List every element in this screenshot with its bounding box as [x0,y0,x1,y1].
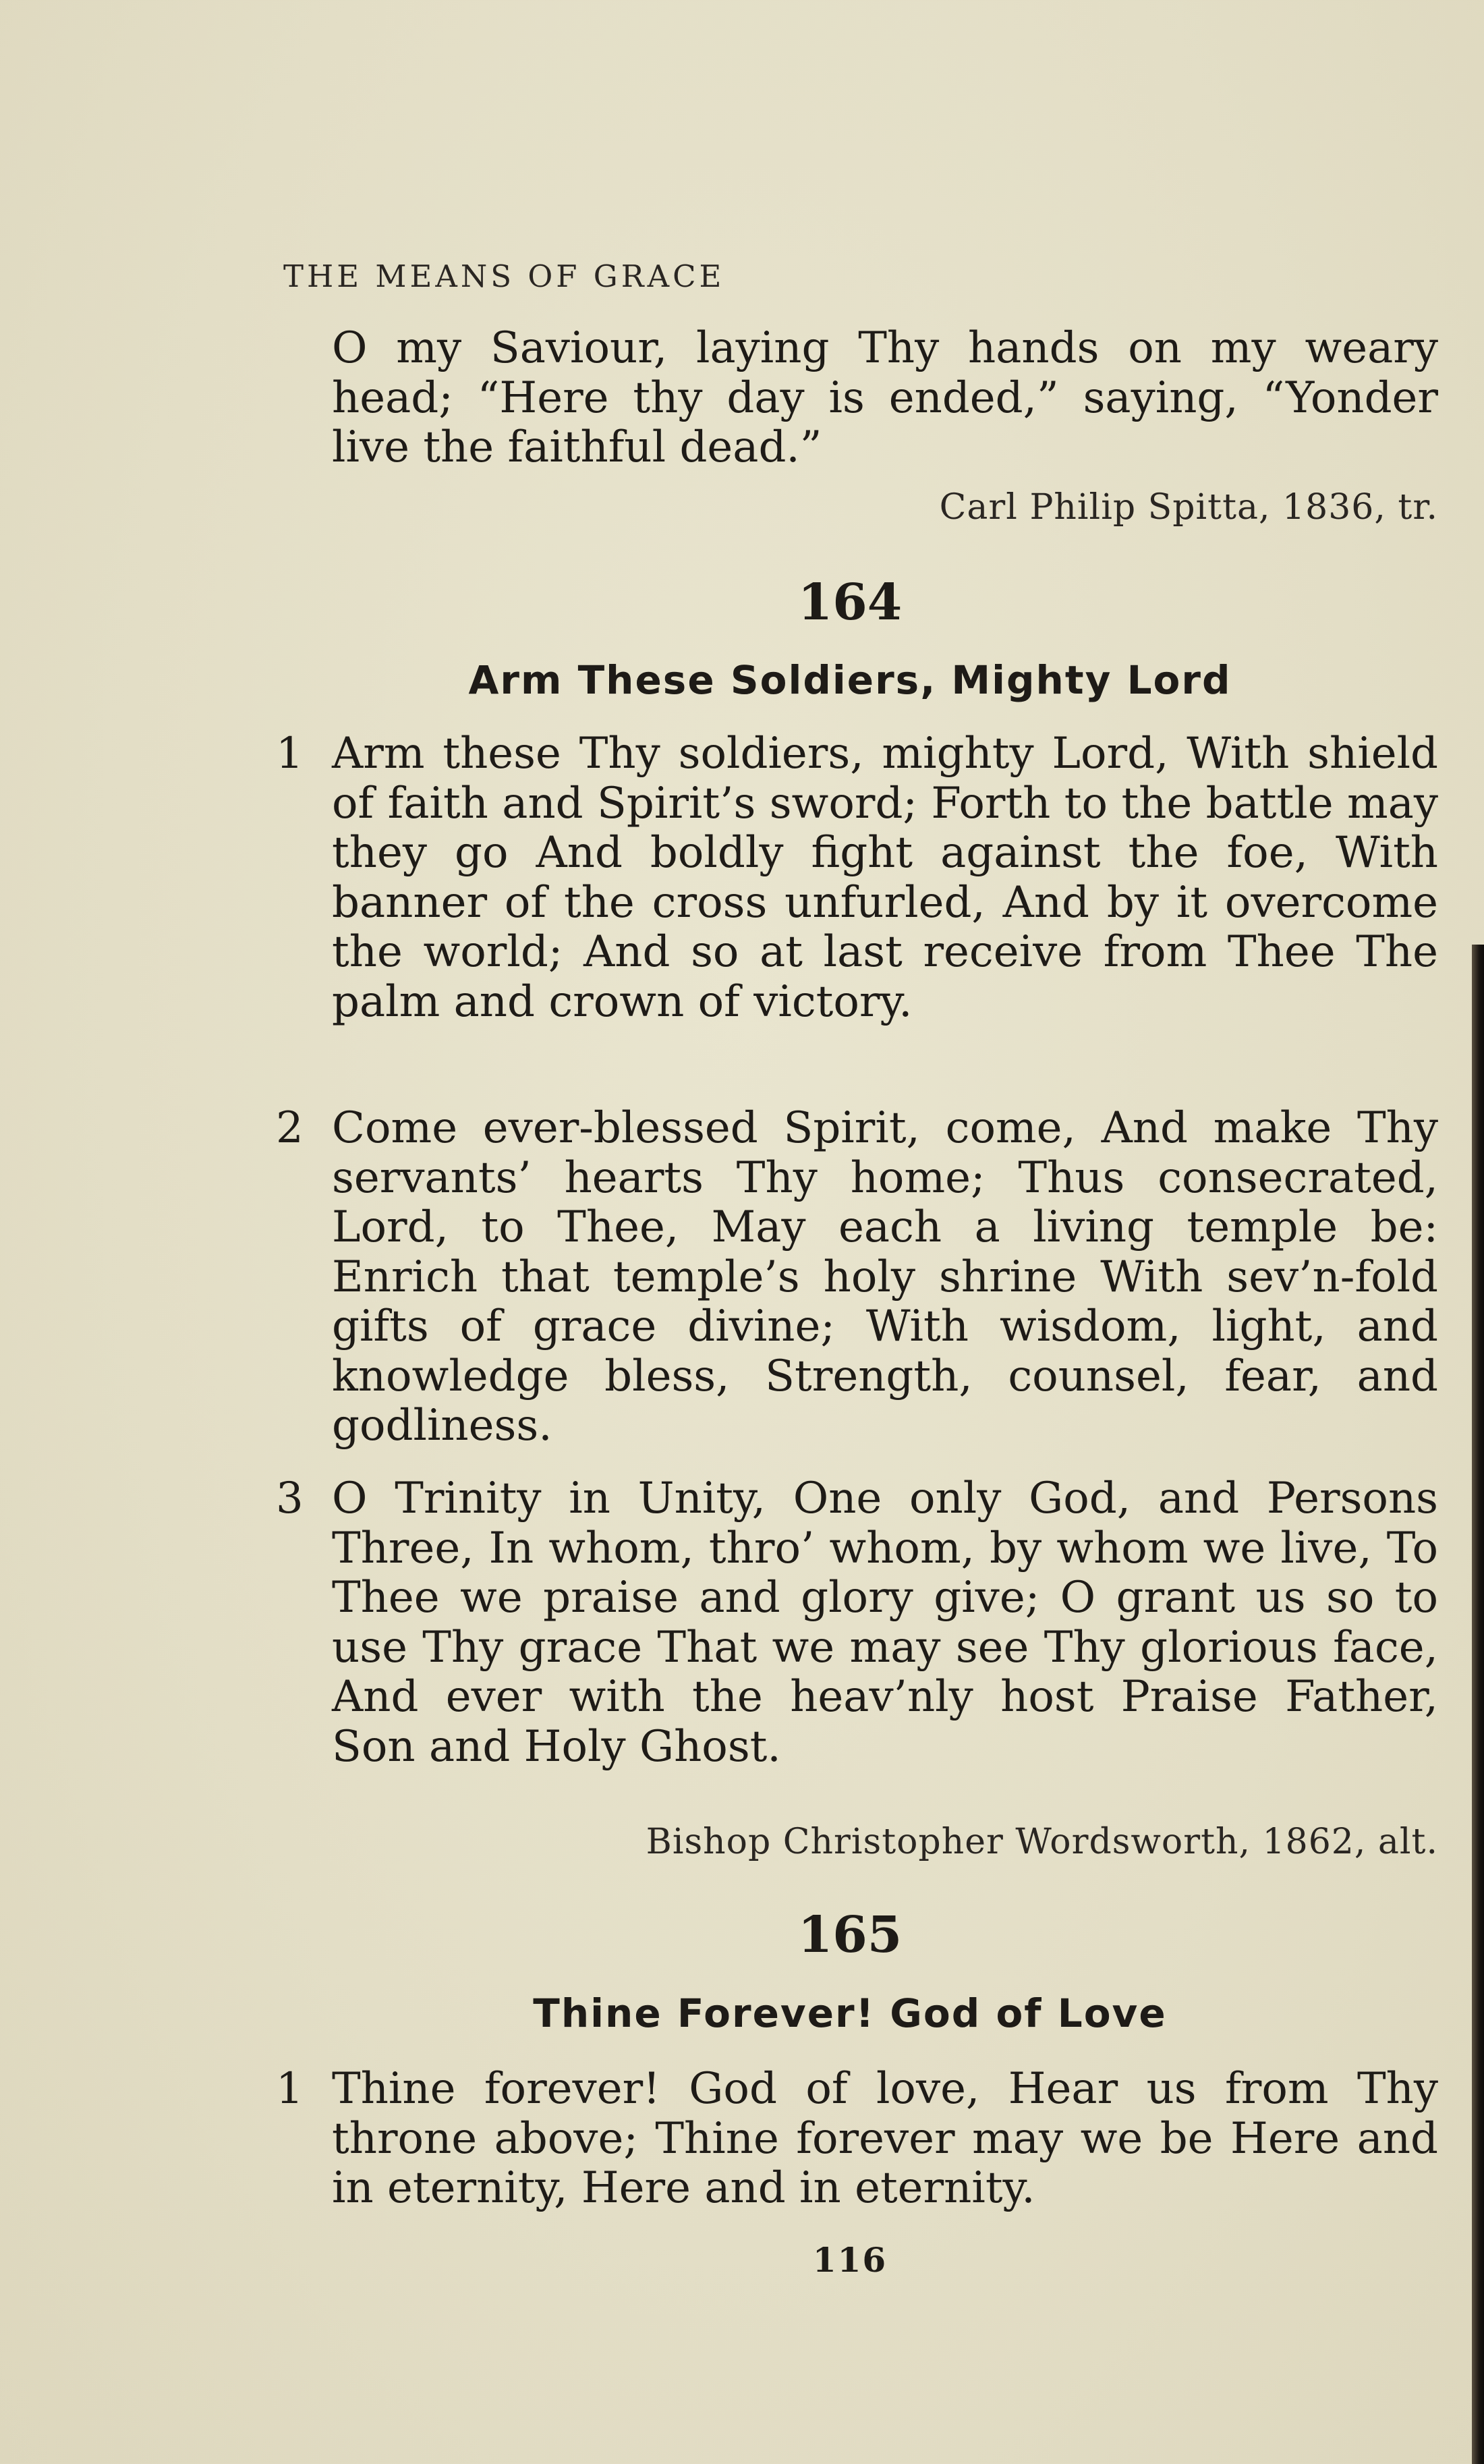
stanza-text: Come ever-blessed Spirit, come, And make Thy servants’ hearts Thy home; Thus consecrated, Lord, to Thee, May each a living temple be: Enrich that temple’s holy shrine With sev’n-fold gifts of grace divine; With wisdom, light, and knowledge bless, Strength, counsel, fear, and godliness. [332,1103,1438,1451]
hymn-164-stanza-3 [276,1474,1438,1772]
stanza-text: Arm these Thy soldiers, mighty Lord, With shield of faith and Spirit’s sword; Forth to the battle may they go And boldly fight against the foe, With banner of the cross unfurled, And by it overcome the world; And so at last receive from Thee The palm and crown of victory. [332,729,1438,1027]
hymn-number-165: 165 [797,1906,903,1964]
hymn-164-stanza-2 [276,1103,1438,1451]
stanza-text: O Trinity in Unity, One only God, and Persons Three, In whom, thro’ whom, by whom we live, To Thee we praise and glory give; O grant us so to use Thy grace That we may see Thy glorious face, And ever with the heav’nly host Praise Father, Son and Holy Ghost. [332,1474,1438,1772]
running-head: THE MEANS OF GRACE [283,258,725,294]
hymn-165-stanza-1 [276,2064,1438,2214]
hymn-title-165: Thine Forever! God of Love [533,1990,1167,2036]
continued-credit: Carl Philip Spitta, 1836, tr. [939,487,1438,528]
stanza-text: Thine forever! God of love, Hear us from Thy throne above; Thine forever may we be Here and in eternity, Here and in eternity. [332,2064,1438,2213]
hymn-164-credit: Bishop Christopher Wordsworth, 1862, alt. [646,1822,1438,1862]
hymn-164-stanza-1 [276,729,1438,1027]
stanza-number: 3 [276,1474,304,1523]
stanza-number: 1 [276,729,304,779]
continued-stanza: O my Saviour, laying Thy hands on my weary head; “Here thy day is ended,” saying, “Yonder live the faithful dead.” [332,323,1438,472]
hymn-title-164: Arm These Soldiers, Mighty Lord [468,657,1232,703]
page-number: 116 [812,2240,888,2280]
stanza-number: 2 [276,1103,304,1153]
hymn-number-164: 164 [797,573,903,632]
page-edge-shadow [1472,945,1484,2464]
stanza-number: 1 [276,2064,304,2114]
